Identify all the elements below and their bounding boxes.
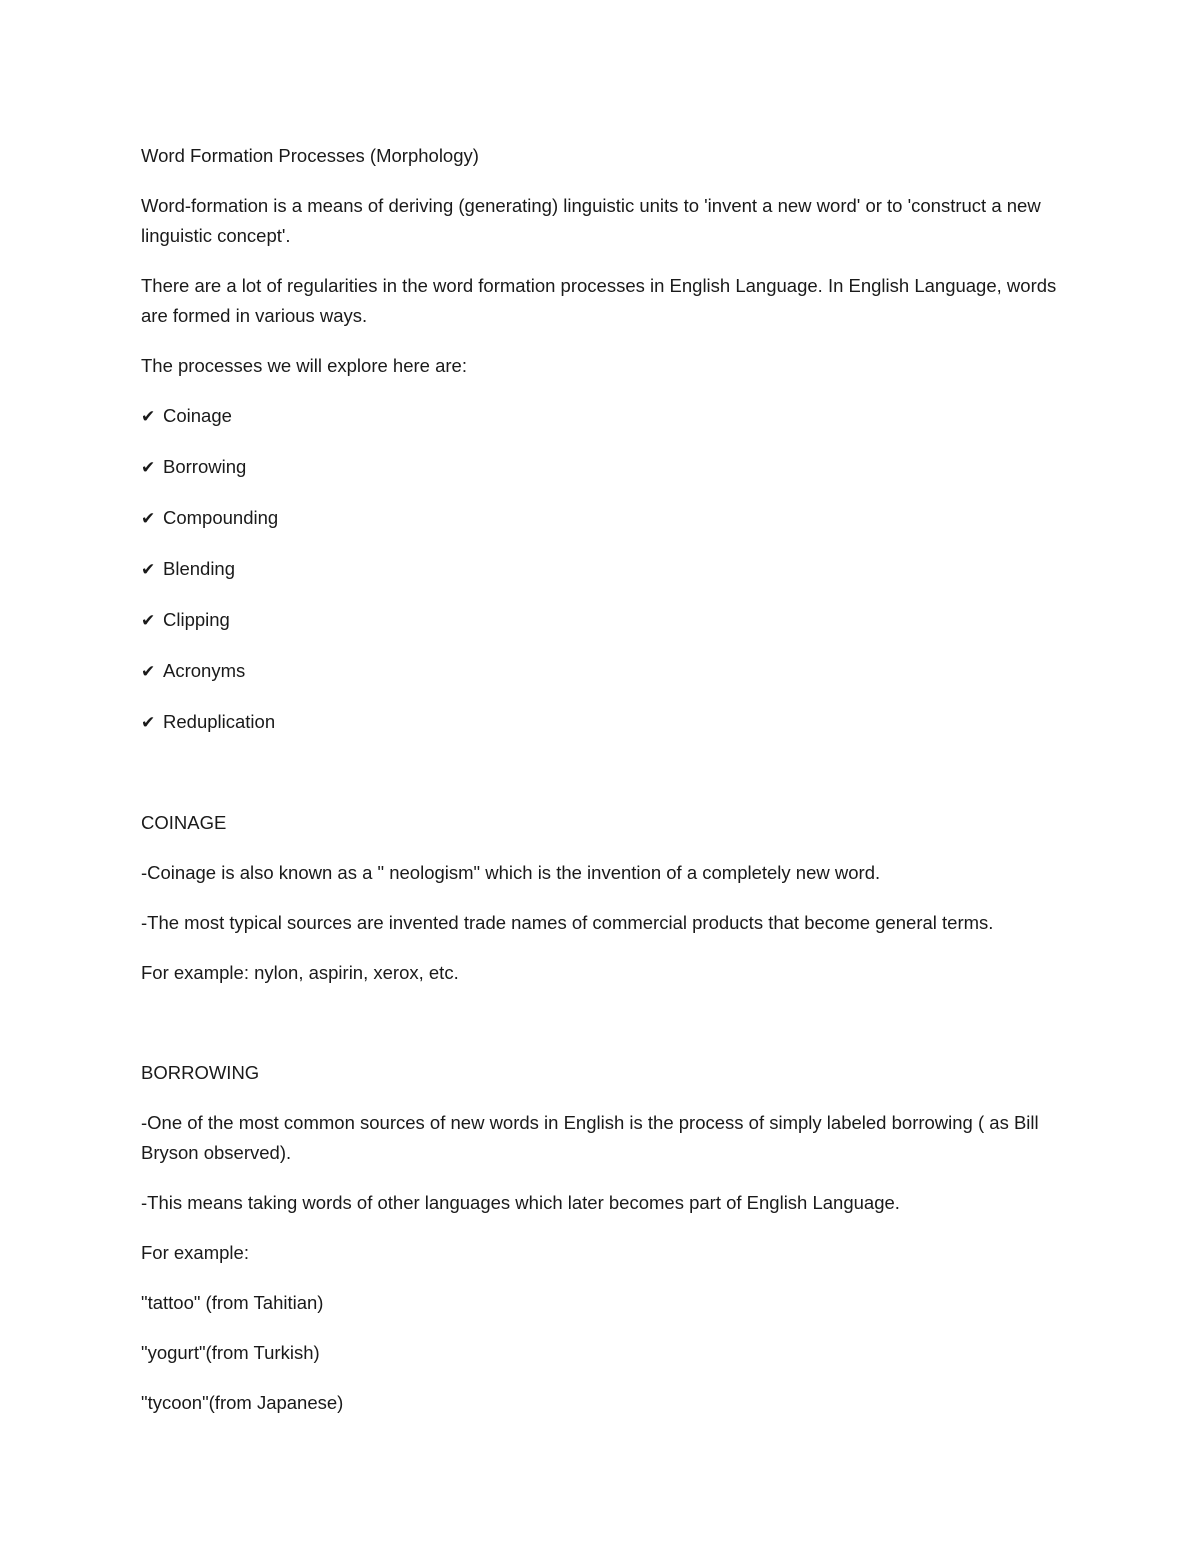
- process-label: Clipping: [163, 609, 230, 630]
- list-item: [141, 707, 1071, 738]
- example-line: "yogurt"(from Turkish): [141, 1342, 320, 1363]
- section-paragraph: -One of the most common sources of new words in English is the process of simply labeled borrowing ( as Bill Bryson observed).: [141, 1112, 1039, 1163]
- check-mark-icon: ✔: [141, 509, 156, 528]
- section-paragraph: For example: nylon, aspirin, xerox, etc.: [141, 962, 459, 983]
- process-label: Borrowing: [163, 456, 247, 477]
- process-label: Blending: [163, 558, 236, 579]
- document-body: [141, 141, 1071, 1438]
- section-paragraph: -The most typical sources are invented trade names of commercial products that become general terms.: [141, 912, 994, 933]
- coinage-section: [141, 808, 1071, 988]
- section-paragraph: -Coinage is also known as a " neologism" which is the invention of a completely new word.: [141, 862, 881, 883]
- process-label: Acronyms: [163, 660, 246, 681]
- list-item: [141, 401, 1071, 432]
- process-label: Reduplication: [163, 711, 276, 732]
- check-mark-icon: ✔: [141, 458, 156, 477]
- section-heading: BORROWING: [141, 1062, 260, 1083]
- section-paragraph: -This means taking words of other languages which later becomes part of English Language.: [141, 1192, 900, 1213]
- section-heading: COINAGE: [141, 812, 227, 833]
- check-mark-icon: ✔: [141, 611, 156, 630]
- check-mark-icon: ✔: [141, 713, 156, 732]
- example-line: "tattoo" (from Tahitian): [141, 1292, 324, 1313]
- process-label: Compounding: [163, 507, 279, 528]
- list-item: [141, 605, 1071, 636]
- example-line: "tycoon"(from Japanese): [141, 1392, 344, 1413]
- section-paragraph: For example:: [141, 1242, 249, 1263]
- list-item: [141, 452, 1071, 483]
- check-mark-icon: ✔: [141, 662, 156, 681]
- intro-paragraph: The processes we will explore here are:: [141, 355, 467, 376]
- list-item: [141, 503, 1071, 534]
- borrowing-section: [141, 1058, 1071, 1418]
- intro-paragraph: There are a lot of regularities in the word formation processes in English Language. In English Language, words are formed in various ways.: [141, 275, 1057, 326]
- document-title: Word Formation Processes (Morphology): [141, 145, 479, 166]
- check-mark-icon: ✔: [141, 560, 156, 579]
- process-label: Coinage: [163, 405, 232, 426]
- section-spacer: [141, 758, 1071, 808]
- check-mark-icon: ✔: [141, 407, 156, 426]
- intro-paragraph: Word-formation is a means of deriving (generating) linguistic units to 'invent a new word' or to 'construct a new linguistic concept'.: [141, 195, 1041, 246]
- list-item: [141, 554, 1071, 585]
- list-item: [141, 656, 1071, 687]
- process-list: [141, 401, 1071, 738]
- section-spacer: [141, 1008, 1071, 1058]
